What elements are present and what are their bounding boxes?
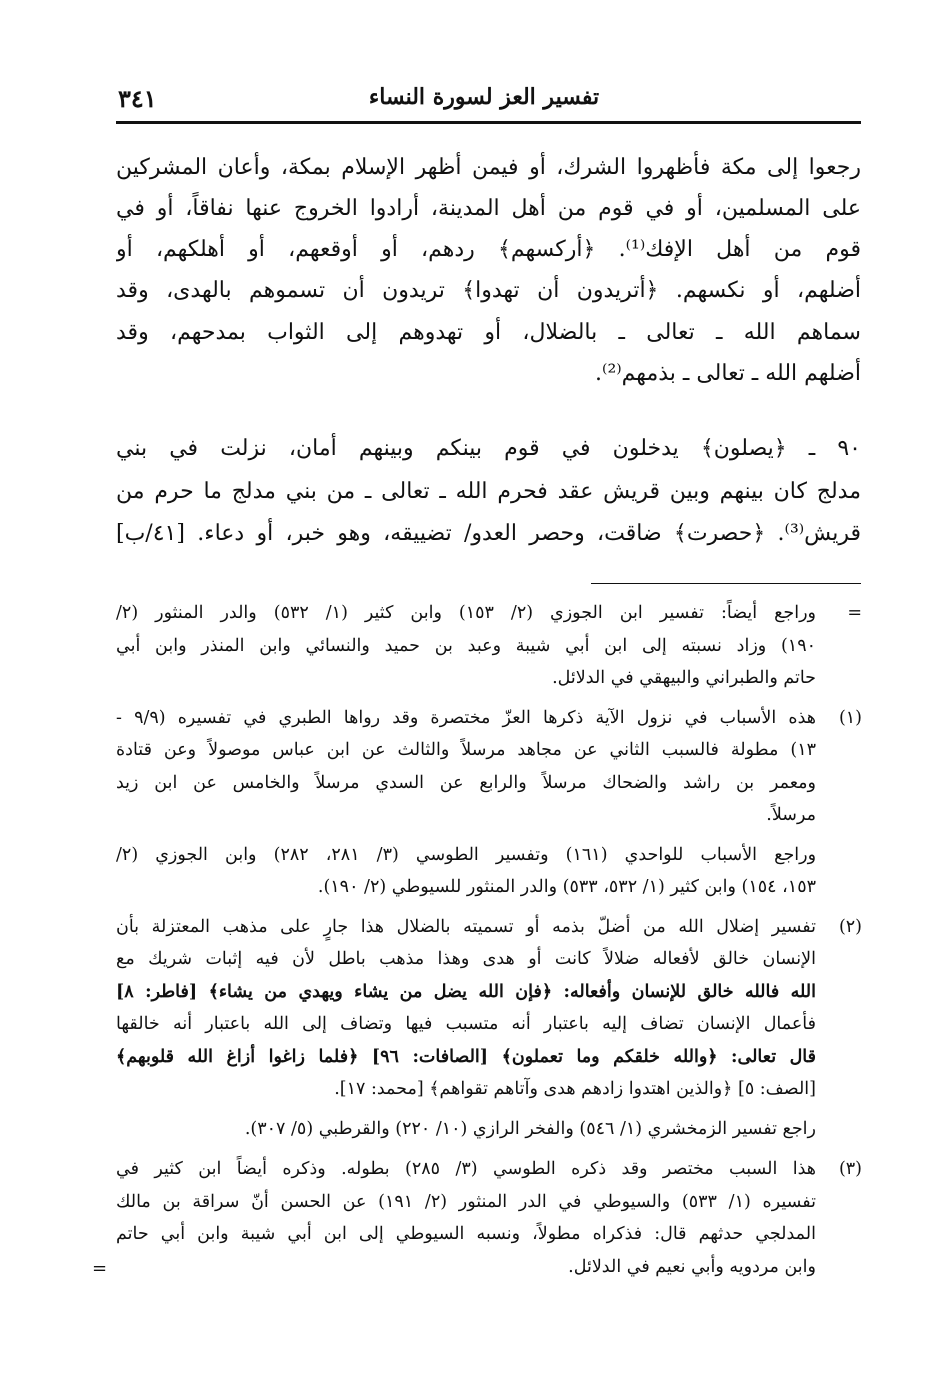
footnote-line: ١٣) مطولة فالسبب الثاني عن مجاهد مرسلاً والثالث عن ابن عباس موصولاً وعن قتادة — [116, 740, 816, 760]
body-text-line: أضلهم الله ـ تعالى ـ بذمهم⁽²⁾. — [595, 361, 861, 386]
page-number: ٣٤١ — [118, 84, 157, 113]
footnote-line: فأعمال الإنسان تضاف إليه باعتبار أنه متسبب فيها وتضاف إلى الله باعتبار أنه خالقها — [116, 1014, 816, 1034]
footnote-line: حاتم والطبراني والبيهقي في الدلائل. — [552, 668, 816, 688]
footnote-line: ومعمر بن راشد والضحاك مرسلاً والرابع عن السدي مرسلاً والخامس عن ابن زيد — [116, 773, 816, 793]
body-text-line: قريش⁽³⁾. ﴿حصرت﴾ ضاقت، وحصر العدو/ تضييقه، وهو خبر، أو دعاء. [٤١/ب] — [116, 521, 861, 546]
body-text-line: أضلهم، أو نكسهم. ﴿أتريدون أن تهدوا﴾ تريدون أن تسموهم بالهدى، وقد — [116, 278, 861, 303]
header-rule — [116, 121, 861, 124]
footnote-line: وراجع أيضاً: تفسير ابن الجوزي (٢/ ١٥٣) وابن كثير (١/ ٥٣٢) والدر المنثور (٢/ — [116, 603, 816, 623]
continuation-mark: = — [92, 1258, 108, 1279]
footnote-line: الإنسان خالق لأفعاله ضلالاً كانت أو هدى وهذا مذهب باطل لأن فيه إثبات شريك مع — [116, 949, 816, 969]
footnote-line: مرسلاً. — [766, 805, 816, 825]
footnote-line: تفسيره (١/ ٥٣٣) والسيوطي في الدر المنثور (٢/ ١٩١) عن الحسن أنّ سراقة بن مالك — [116, 1192, 816, 1212]
body-text-line: سماهم الله ـ تعالى ـ بالضلال، أو تهدوهم إلى الثواب بمدحهم، وقد — [116, 320, 861, 345]
footnote-marker: (٣) — [838, 1159, 862, 1179]
running-header-title: تفسير العز لسورة النساء — [368, 84, 600, 110]
footnote-continuation-mark: = — [847, 603, 862, 623]
body-text-line: مدلج كان بينهم وبين قريش عقد فحرم الله ـ تعالى ـ من بني مدلج ما حرم من — [116, 479, 861, 504]
footnote-marker: (١) — [838, 708, 862, 728]
footnote-marker: (٢) — [838, 917, 862, 937]
footnote-line: راجع تفسير الزمخشري (١/ ٥٤٦) والفخر الرازي (١٠/ ٢٢٠) والقرطبي (٥/ ٣٠٧). — [244, 1119, 816, 1139]
body-text-line: ٩٠ ـ ﴿يصلون﴾ يدخلون في قوم بينكم وبينهم أمان، نزلت في بني — [116, 436, 861, 461]
footnote-line: هذه الأسباب في نزول الآية ذكرها العزّ مختصرة وقد رواها الطبري في تفسيره (٩/٩ - — [116, 708, 816, 728]
body-text-line: قوم من أهل الإفك⁽¹⁾. ﴿أركسهم﴾ ردهم، أو أوقعهم، أو أهلكهم، أو — [116, 237, 861, 262]
body-text-line: على المسلمين، أو في قوم من أهل المدينة، أرادوا الخروج عنها نفاقاً، أو في — [116, 196, 861, 221]
body-text-line: رجعوا إلى مكة فأظهروا الشرك، أو فيمن أظهر الإسلام بمكة، وأعان المشركين — [116, 155, 861, 180]
footnote-line: وابن مردويه وأبي نعيم في الدلائل. — [568, 1257, 816, 1277]
footnote-line: المدلجي حدثهم قال: فذكراه مطولاً، ونسبه السيوطي إلى ابن أبي شيبة وابن أبي حاتم — [116, 1224, 816, 1244]
footnote-line: قال تعالى: ﴿والله خلقكم وما تعملون﴾ [الصافات: ٩٦] ﴿فلما زاغوا أزاغ الله قلوبهم﴾ — [116, 1047, 816, 1067]
footnote-line: هذا السبب مختصر وقد ذكره الطوسي (٣/ ٢٨٥) بطوله. وذكره أيضاً ابن كثير في — [116, 1159, 816, 1179]
footnote-line: ١٥٣، ١٥٤) وابن كثير (١/ ٥٣٢، ٥٣٣) والدر المنثور للسيوطي (٢/ ١٩٠). — [317, 877, 816, 897]
footnote-line: [الصف: ٥] ﴿والذين اهتدوا زادهم هدى وآتاهم تقواهم﴾ [محمد: ١٧]. — [334, 1079, 816, 1099]
footnote-line: تفسير إضلال الله من أضلّ بذمه أو تسميته بالضلال هذا جارٍ على مذهب المعتزلة بأن — [116, 917, 816, 937]
footnote-line: ١٩٠) وزاد نسبته إلى ابن أبي شيبة وعبد بن حميد والنسائي وابن المنذر وابن أبي — [116, 636, 816, 656]
footnote-line: وراجع الأسباب للواحدي (١٦١) وتفسير الطوسي (٣/ ٢٨١، ٢٨٢) وابن الجوزي (٢/ — [116, 845, 816, 865]
footnote-line: الله فالله خالق للإنسان وأفعاله: ﴿فإن الله يضل من يشاء ويهدي من يشاء﴾ [فاطر: ٨] — [116, 982, 816, 1002]
footnote-separator — [591, 583, 861, 584]
